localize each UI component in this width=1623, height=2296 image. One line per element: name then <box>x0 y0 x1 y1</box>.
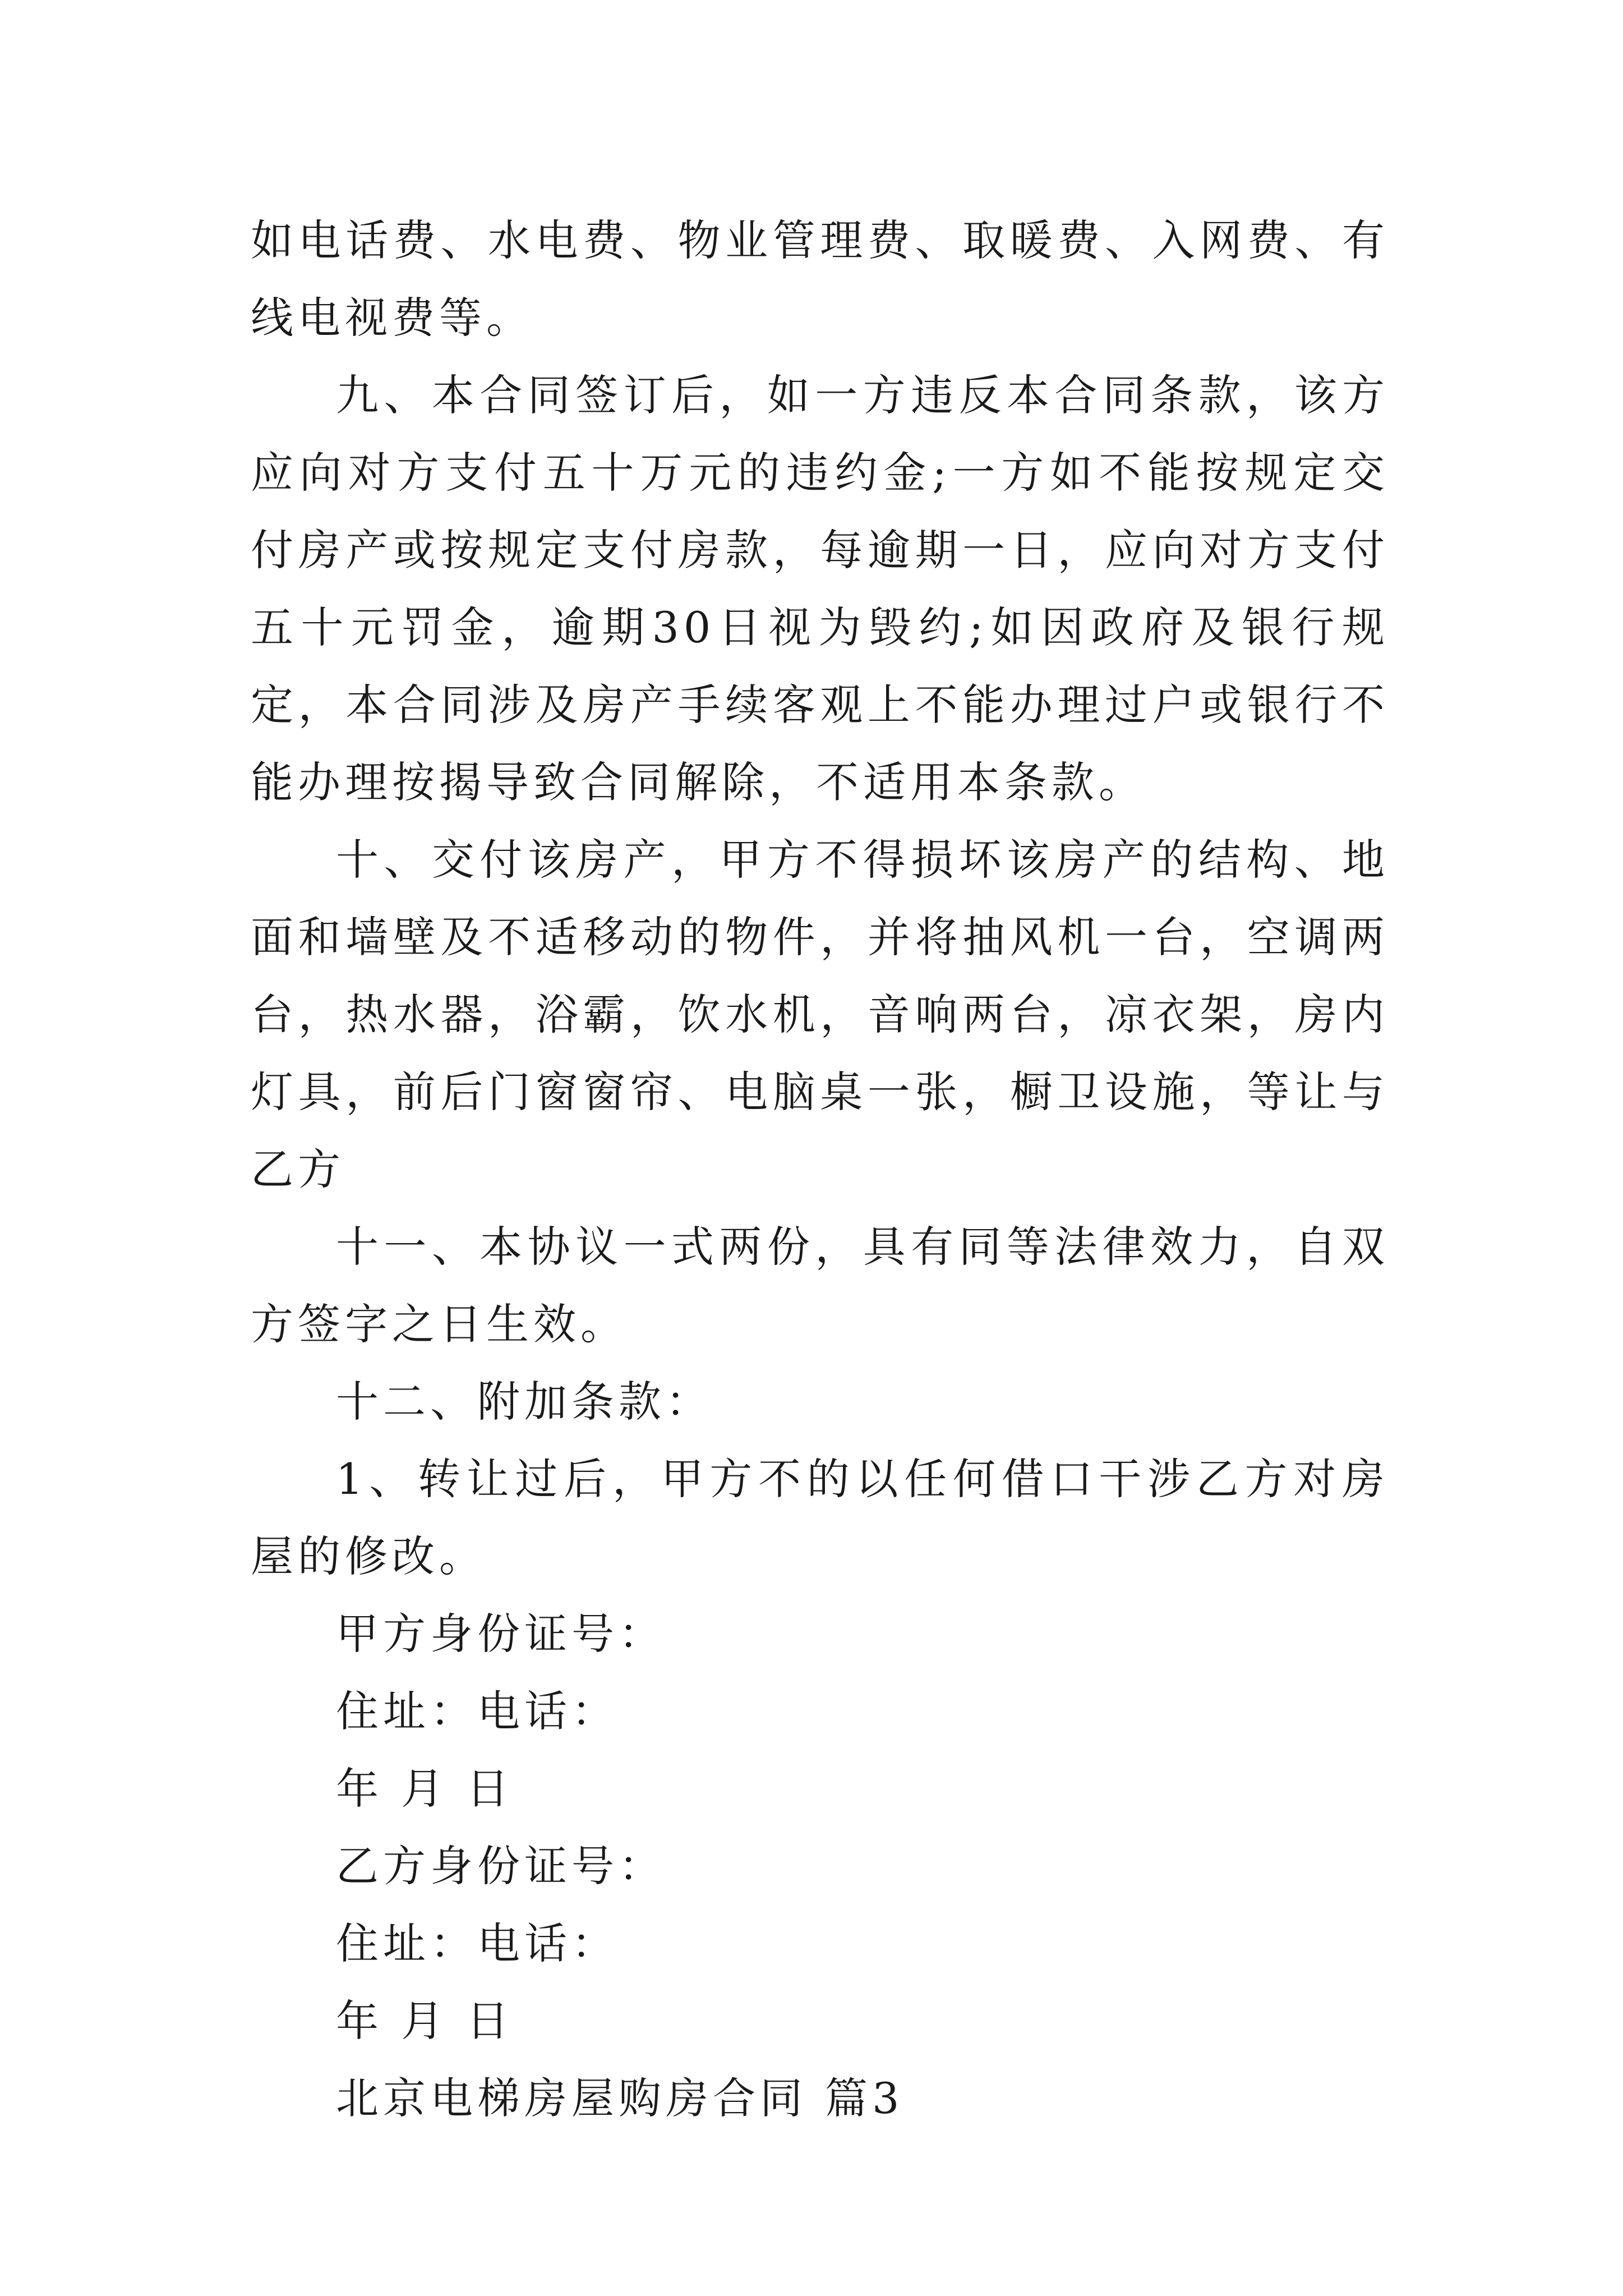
party-a-address-phone-line: 住址：电话： <box>336 1686 619 1736</box>
party-b-id-line: 乙方身份证号： <box>336 1841 666 1891</box>
paragraph-clause-12: 十二、附加条款： <box>336 1377 713 1427</box>
document-body <box>251 202 1389 2137</box>
paragraph-fees-continued: 如电话费、水电费、物业管理费、取暖费、入网费、有线电视费等。 <box>251 215 1389 343</box>
paragraph-clause-9: 九、本合同签订后，如一方违反本合同条款，该方应向对方支付五十万元的违约金;一方如不能按规定交付房产或按规定支付房款，每逾期一日，应向对方支付五十元罚金，逾期30日视为毁约;如因政府及银行规定，本合同涉及房产手续客观上不能办理过户或银行不能办理按揭导致合同解除，不适用本条款。 <box>251 370 1389 807</box>
paragraph-additional-1: 1、转让过后，甲方不的以任何借口干涉乙方对房屋的修改。 <box>251 1454 1389 1581</box>
party-b-date-line: 年 月 日 <box>336 1996 514 2046</box>
section-heading: 北京电梯房屋购房合同 篇3 <box>336 2073 904 2123</box>
party-a-date-line: 年 月 日 <box>336 1764 514 1814</box>
party-b-address-phone-line: 住址：电话： <box>336 1918 619 1968</box>
party-a-id-line: 甲方身份证号： <box>336 1609 666 1659</box>
paragraph-clause-11: 十一、本协议一式两份，具有同等法律效力，自双方签字之日生效。 <box>251 1222 1389 1349</box>
paragraph-clause-10: 十、交付该房产，甲方不得损坏该房产的结构、地面和墙壁及不适移动的物件，并将抽风机一台，空调两台，热水器，浴霸，饮水机，音响两台，凉衣架，房内灯具，前后门窗窗帘、电脑桌一张，橱卫设施，等让与乙方 <box>251 835 1389 1194</box>
